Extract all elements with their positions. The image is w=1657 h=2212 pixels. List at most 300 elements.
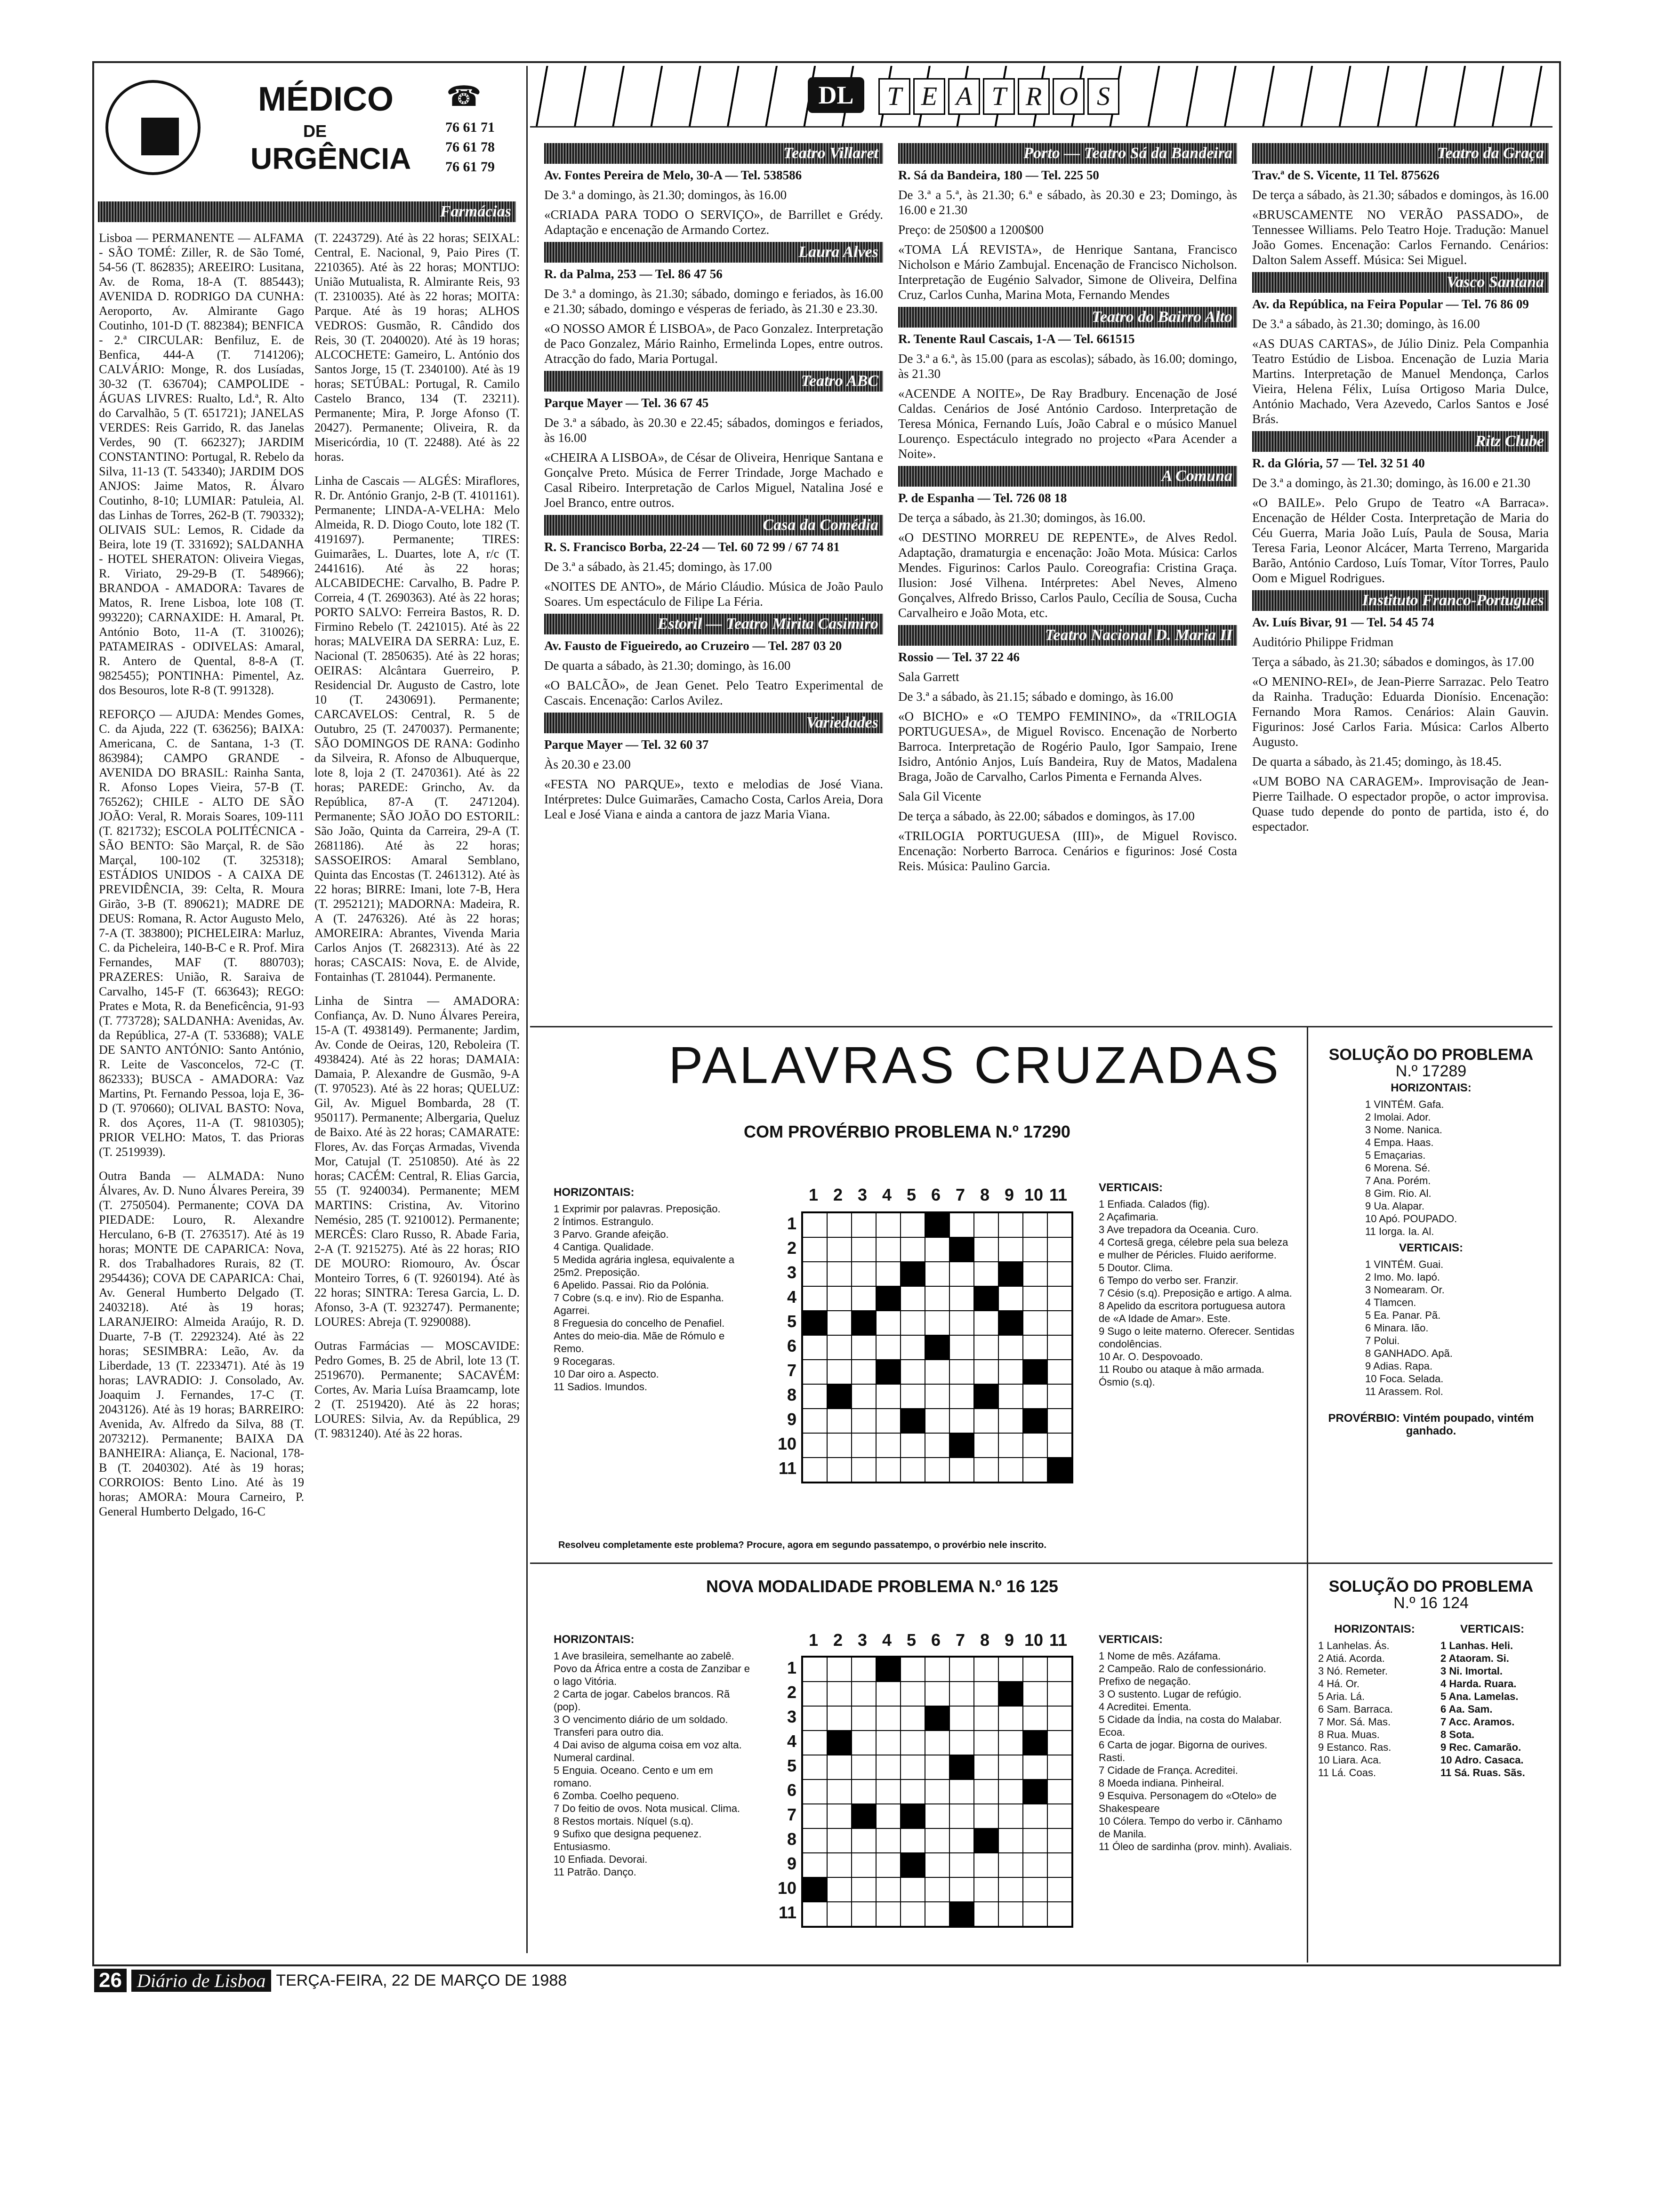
clue: 4 Cortesã grega, célebre pela sua beleza e mulher de Péricles. Fluido aeriforme. — [1099, 1236, 1288, 1261]
grid-cell[interactable] — [949, 1286, 974, 1311]
clue: 2 Açafimaria. — [1099, 1211, 1159, 1223]
grid-cell[interactable] — [852, 1877, 876, 1902]
grid-cell[interactable] — [901, 1286, 925, 1311]
grid-cell[interactable] — [998, 1731, 1023, 1755]
grid-cell[interactable] — [852, 1853, 876, 1877]
grid-cell[interactable] — [1023, 1779, 1047, 1804]
grid-cell[interactable] — [925, 1237, 949, 1262]
grid-cell[interactable] — [1047, 1877, 1072, 1902]
grid-cell[interactable] — [876, 1262, 901, 1286]
grid-cell[interactable] — [974, 1731, 998, 1755]
grid-cell[interactable] — [852, 1433, 876, 1458]
grid-cell[interactable] — [998, 1804, 1023, 1828]
grid-cell[interactable] — [803, 1779, 827, 1804]
grid-cell[interactable] — [876, 1828, 901, 1853]
grid-cell[interactable] — [803, 1384, 827, 1409]
grid-cell[interactable] — [876, 1731, 901, 1755]
theatre-line: «TOMA LÁ REVISTA», de Henrique Santana, Francisco Nicholson e Mário Zambujal. Encenação de Francisco Nicholson. Interpretação de Eugénio Salvador, Simone de Oliveira, Delfina Cruz, Carlos Cunha, Marina Mota, Fernando Mendes — [898, 242, 1237, 302]
grid-cell[interactable] — [925, 1877, 949, 1902]
grid-cell[interactable] — [901, 1682, 925, 1706]
grid-cell[interactable] — [852, 1779, 876, 1804]
grid-cell[interactable] — [1047, 1657, 1072, 1682]
grid-cell[interactable] — [925, 1779, 949, 1804]
clue: 6 Carta de jogar. Bigorna de ourives. Rasti. — [1099, 1739, 1268, 1763]
grid-cell[interactable] — [1047, 1682, 1072, 1706]
clue: 5 Enguia. Oceano. Cento e um em romano. — [554, 1764, 713, 1789]
grid-cell[interactable] — [949, 1311, 974, 1335]
grid-cell[interactable] — [876, 1682, 901, 1706]
grid-cell[interactable] — [1023, 1828, 1047, 1853]
grid-cell[interactable] — [1047, 1804, 1072, 1828]
p2-col-numbers — [801, 1630, 1070, 1650]
grid-cell[interactable] — [998, 1335, 1023, 1360]
grid-cell[interactable] — [803, 1657, 827, 1682]
theatre-line: De terça a sábado, às 22.00; sábados e domingos, às 17.00 — [898, 809, 1195, 823]
grid-cell[interactable] — [1023, 1213, 1047, 1237]
grid-cell[interactable] — [803, 1335, 827, 1360]
grid-cell[interactable] — [1047, 1335, 1072, 1360]
grid-cell[interactable] — [852, 1731, 876, 1755]
grid-cell[interactable] — [803, 1262, 827, 1286]
grid-cell[interactable] — [901, 1657, 925, 1682]
grid-cell[interactable] — [901, 1433, 925, 1458]
clue: 9 Rec. Camarão. — [1440, 1741, 1521, 1753]
grid-cell[interactable] — [925, 1682, 949, 1706]
grid-cell[interactable] — [852, 1360, 876, 1384]
grid-cell[interactable] — [827, 1853, 852, 1877]
grid-cell[interactable] — [949, 1360, 974, 1384]
grid-cell[interactable] — [1047, 1433, 1072, 1458]
grid-cell[interactable] — [998, 1311, 1023, 1335]
clue: 11 Lá. Coas. — [1318, 1767, 1376, 1779]
theatre-line: Preço: de 250$00 a 1200$00 — [898, 223, 1044, 237]
clue: 11 Sá. Ruas. Sãs. — [1440, 1767, 1525, 1779]
grid-cell[interactable] — [1023, 1311, 1047, 1335]
grid-cell[interactable] — [876, 1853, 901, 1877]
grid-cell[interactable] — [876, 1237, 901, 1262]
farmacias-bar: Farmácias — [98, 201, 516, 222]
grid-cell[interactable] — [949, 1779, 974, 1804]
grid-cell[interactable] — [901, 1237, 925, 1262]
grid-cell[interactable] — [925, 1902, 949, 1926]
grid-row-number: 4 — [787, 1287, 796, 1306]
grid-cell[interactable] — [998, 1657, 1023, 1682]
theatre-line: R. Tenente Raul Cascais, 1-A — Tel. 661515 — [898, 332, 1135, 346]
grid-cell[interactable] — [949, 1853, 974, 1877]
p2-horizontais: HORIZONTAIS: 1 Ave brasileira, semelhante ao zabelê. Povo da África entre a costa de Zanzibar e o lago Vitória. 2 Carta de jogar. Cabelos brancos. Rã (pop). 3 O vencimento diário de um soldado. Transferi para outro dia. 4 Dai aviso de alguma coisa em voz alta. Numeral cardinal. 5 Enguia. Oceano. Cento e um em romano. 6 Zomba. Coelho pequeno. 7 Do feitio de ovos. Nota musical. Clima. 8 Restos mortais. Níquel (s.q). 9 Sufixo que designa pequenez. Entusiasmo. 10 Enfiada. Devorai. 11 Patrão. Danço. — [554, 1633, 751, 1878]
grid-col-number: 7 — [955, 1185, 965, 1204]
grid-cell[interactable] — [998, 1458, 1023, 1482]
grid-cell[interactable] — [1023, 1384, 1047, 1409]
grid-cell[interactable] — [901, 1262, 925, 1286]
grid-cell[interactable] — [852, 1755, 876, 1779]
grid-cell[interactable] — [1047, 1706, 1072, 1731]
clue: 4 Tlamcen. — [1365, 1297, 1416, 1308]
grid-cell[interactable] — [974, 1384, 998, 1409]
grid-cell[interactable] — [1047, 1409, 1072, 1433]
grid-cell[interactable] — [1047, 1311, 1072, 1335]
grid-cell[interactable] — [852, 1409, 876, 1433]
grid-cell[interactable] — [974, 1877, 998, 1902]
grid-cell[interactable] — [827, 1213, 852, 1237]
grid-cell[interactable] — [1047, 1360, 1072, 1384]
grid-cell[interactable] — [949, 1409, 974, 1433]
grid-cell[interactable] — [876, 1804, 901, 1828]
grid-col-number: 10 — [1024, 1630, 1044, 1650]
clue: 2 Atiá. Acorda. — [1318, 1652, 1385, 1664]
grid-cell[interactable] — [998, 1902, 1023, 1926]
grid-cell[interactable] — [949, 1262, 974, 1286]
grid-cell[interactable] — [949, 1657, 974, 1682]
grid-cell[interactable] — [925, 1433, 949, 1458]
grid-cell[interactable] — [1023, 1335, 1047, 1360]
clue: 3 O vencimento diário de um soldado. Transferi para outro dia. — [554, 1714, 728, 1738]
grid-cell[interactable] — [901, 1755, 925, 1779]
grid-cell[interactable] — [998, 1433, 1023, 1458]
grid-cell[interactable] — [827, 1902, 852, 1926]
grid-cell[interactable] — [803, 1213, 827, 1237]
theatre-name: Ritz Clube — [1252, 431, 1549, 452]
grid-cell[interactable] — [925, 1458, 949, 1482]
grid-cell[interactable] — [803, 1731, 827, 1755]
grid-cell[interactable] — [974, 1311, 998, 1335]
grid-cell[interactable] — [901, 1360, 925, 1384]
grid-cell[interactable] — [876, 1311, 901, 1335]
grid-cell[interactable] — [1023, 1755, 1047, 1779]
grid-cell[interactable] — [1047, 1458, 1072, 1482]
grid-cell[interactable] — [876, 1335, 901, 1360]
grid-cell[interactable] — [998, 1779, 1023, 1804]
grid-cell[interactable] — [998, 1262, 1023, 1286]
grid-cell[interactable] — [1047, 1237, 1072, 1262]
phone-icon: ☎ — [446, 81, 482, 112]
grid-cell[interactable] — [998, 1286, 1023, 1311]
grid-cell[interactable] — [876, 1360, 901, 1384]
clue: 5 Cidade da Índia, na costa do Malabar. Ecoa. — [1099, 1714, 1282, 1738]
grid-cell[interactable] — [949, 1237, 974, 1262]
theatre-line: P. de Espanha — Tel. 726 08 18 — [898, 491, 1067, 505]
grid-cell[interactable] — [925, 1262, 949, 1286]
grid-cell[interactable] — [827, 1731, 852, 1755]
grid-cell[interactable] — [876, 1384, 901, 1409]
grid-cell[interactable] — [803, 1360, 827, 1384]
theatre-line: «AS DUAS CARTAS», de Júlio Diniz. Pela Companhia Teatro Estúdio de Lisboa. Encenação de Luzia Maria Martins. Interpretação de Manuel Mendonça, Carlos Vieira, Helena Félix, Luísa Ortigoso Maria Dulce, António Machado, Vera Azevedo, Carlos Santos e José Brás. — [1252, 337, 1549, 426]
grid-cell[interactable] — [974, 1262, 998, 1286]
theatre-line: «O NOSSO AMOR É LISBOA», de Paco Gonzalez. Interpretação de Paco Gonzalez, Mário Rainho, Ermelinda Lopes, entre outros. Atracção do fado, Maria Portugal. — [544, 321, 883, 366]
grid-cell[interactable] — [852, 1311, 876, 1335]
grid-cell[interactable] — [827, 1755, 852, 1779]
grid-cell[interactable] — [827, 1458, 852, 1482]
grid-cell[interactable] — [949, 1828, 974, 1853]
grid-cell[interactable] — [1023, 1731, 1047, 1755]
crossword-grid-1[interactable] — [801, 1211, 1073, 1483]
clue: 3 Ni. Imortal. — [1440, 1665, 1503, 1677]
grid-cell[interactable] — [852, 1286, 876, 1311]
grid-cell[interactable] — [901, 1213, 925, 1237]
grid-cell[interactable] — [974, 1755, 998, 1779]
grid-cell[interactable] — [974, 1779, 998, 1804]
grid-cell[interactable] — [1023, 1458, 1047, 1482]
grid-cell[interactable] — [827, 1877, 852, 1902]
grid-cell[interactable] — [1023, 1433, 1047, 1458]
grid-cell[interactable] — [901, 1335, 925, 1360]
clue: 6 Tempo do verbo ser. Franzir. — [1099, 1274, 1239, 1286]
grid-cell[interactable] — [949, 1384, 974, 1409]
grid-cell[interactable] — [827, 1706, 852, 1731]
grid-cell[interactable] — [827, 1262, 852, 1286]
grid-cell[interactable] — [803, 1706, 827, 1731]
grid-row-number: 5 — [787, 1312, 796, 1331]
grid-cell[interactable] — [925, 1286, 949, 1311]
grid-cell[interactable] — [1047, 1902, 1072, 1926]
grid-col-number: 1 — [808, 1630, 819, 1650]
p1-verticais: VERTICAIS: 1 Enfiada. Calados (fig). 2 Açafimaria. 3 Ave trepadora da Oceania. Curo. 4 Cortesã grega, célebre pela sua beleza e mulher de Péricles. Fluido aeriforme. 5 Doutor. Clima. 6 Tempo do verbo ser. Franzir. 7 Césio (s.q). Preposição e artigo. A alma. 8 Apelido da escritora portuguesa autora de «A Idade de Amar». Este. 9 Sugo o leite materno. Oferecer. Sentidas condolências. 10 Ar. O. Despovoado. 11 Roubo ou ataque à mão armada. Ósmio (s.q). — [1099, 1181, 1296, 1388]
grid-cell[interactable] — [998, 1706, 1023, 1731]
grid-cell[interactable] — [998, 1682, 1023, 1706]
grid-cell[interactable] — [998, 1828, 1023, 1853]
grid-cell[interactable] — [876, 1409, 901, 1433]
grid-cell[interactable] — [803, 1902, 827, 1926]
grid-cell[interactable] — [1023, 1262, 1047, 1286]
grid-cell[interactable] — [1023, 1804, 1047, 1828]
grid-cell[interactable] — [901, 1828, 925, 1853]
grid-cell[interactable] — [974, 1804, 998, 1828]
grid-cell[interactable] — [803, 1311, 827, 1335]
grid-row-number: 2 — [787, 1238, 796, 1258]
grid-cell[interactable] — [1023, 1286, 1047, 1311]
grid-cell[interactable] — [852, 1828, 876, 1853]
grid-cell[interactable] — [803, 1877, 827, 1902]
grid-cell[interactable] — [1047, 1286, 1072, 1311]
grid-cell[interactable] — [998, 1360, 1023, 1384]
grid-cell[interactable] — [998, 1384, 1023, 1409]
grid-cell[interactable] — [852, 1706, 876, 1731]
grid-cell[interactable] — [925, 1335, 949, 1360]
grid-cell[interactable] — [925, 1657, 949, 1682]
clue: 4 Dai aviso de alguma coisa em voz alta. Numeral cardinal. — [554, 1739, 742, 1763]
grid-cell[interactable] — [803, 1458, 827, 1482]
teatros-title: T E A T R O S — [878, 78, 1119, 115]
theatre-line: «BRUSCAMENTE NO VERÃO PASSADO», de Tennessee Williams. Pelo Teatro Hoje. Tradução: Manuel João Gomes. Encenação: Carlos Fernando. Cenários: Dalton Salem Asseff. Música: Sei Miguel. — [1252, 208, 1549, 267]
grid-cell[interactable] — [827, 1804, 852, 1828]
grid-cell[interactable] — [827, 1311, 852, 1335]
grid-cell[interactable] — [1047, 1384, 1072, 1409]
grid-cell[interactable] — [876, 1458, 901, 1482]
grid-cell[interactable] — [1023, 1853, 1047, 1877]
grid-cell[interactable] — [974, 1237, 998, 1262]
clue: 8 Apelido da escritora portuguesa autora de «A Idade de Amar». Este. — [1099, 1300, 1286, 1324]
grid-cell[interactable] — [901, 1877, 925, 1902]
clue: 10 Dar oiro a. Aspecto. — [554, 1368, 659, 1380]
grid-row-number: 7 — [787, 1805, 796, 1824]
grid-cell[interactable] — [901, 1311, 925, 1335]
grid-cell[interactable] — [901, 1804, 925, 1828]
grid-cell[interactable] — [901, 1902, 925, 1926]
grid-cell[interactable] — [1023, 1902, 1047, 1926]
grid-cell[interactable] — [876, 1657, 901, 1682]
grid-cell[interactable] — [852, 1682, 876, 1706]
grid-cell[interactable] — [827, 1335, 852, 1360]
grid-cell[interactable] — [974, 1458, 998, 1482]
grid-cell[interactable] — [998, 1853, 1023, 1877]
clue: 6 Aa. Sam. — [1440, 1703, 1493, 1715]
grid-cell[interactable] — [803, 1755, 827, 1779]
grid-cell[interactable] — [827, 1409, 852, 1433]
grid-cell[interactable] — [827, 1682, 852, 1706]
grid-cell[interactable] — [949, 1804, 974, 1828]
grid-cell[interactable] — [1047, 1731, 1072, 1755]
grid-cell[interactable] — [949, 1682, 974, 1706]
grid-cell[interactable] — [901, 1779, 925, 1804]
grid-cell[interactable] — [974, 1335, 998, 1360]
grid-cell[interactable] — [876, 1902, 901, 1926]
grid-cell[interactable] — [852, 1335, 876, 1360]
grid-cell[interactable] — [949, 1433, 974, 1458]
clue: 1 Enfiada. Calados (fig). — [1099, 1198, 1210, 1210]
clue: 8 Restos mortais. Níquel (s.q). — [554, 1815, 694, 1827]
grid-cell[interactable] — [998, 1409, 1023, 1433]
grid-cell[interactable] — [852, 1458, 876, 1482]
grid-cell[interactable] — [949, 1902, 974, 1926]
grid-cell[interactable] — [925, 1731, 949, 1755]
grid-cell[interactable] — [803, 1409, 827, 1433]
theatre-line: R. Sá da Bandeira, 180 — Tel. 225 50 — [898, 168, 1099, 182]
grid-cell[interactable] — [1023, 1657, 1047, 1682]
grid-cell[interactable] — [827, 1433, 852, 1458]
grid-cell[interactable] — [925, 1311, 949, 1335]
grid-cell[interactable] — [1023, 1706, 1047, 1731]
grid-cell[interactable] — [852, 1384, 876, 1409]
grid-cell[interactable] — [827, 1237, 852, 1262]
grid-cell[interactable] — [998, 1213, 1023, 1237]
grid-cell[interactable] — [901, 1731, 925, 1755]
grid-cell[interactable] — [974, 1409, 998, 1433]
grid-cell[interactable] — [1047, 1755, 1072, 1779]
grid-cell[interactable] — [827, 1286, 852, 1311]
grid-cell[interactable] — [803, 1853, 827, 1877]
clue: 7 Mor. Sá. Mas. — [1318, 1716, 1391, 1728]
grid-cell[interactable] — [974, 1657, 998, 1682]
grid-cell[interactable] — [876, 1755, 901, 1779]
grid-col-number: 2 — [833, 1185, 843, 1204]
grid-cell[interactable] — [827, 1828, 852, 1853]
grid-cell[interactable] — [998, 1755, 1023, 1779]
grid-cell[interactable] — [998, 1877, 1023, 1902]
grid-cell[interactable] — [876, 1433, 901, 1458]
grid-cell[interactable] — [901, 1853, 925, 1877]
grid-cell[interactable] — [925, 1755, 949, 1779]
grid-cell[interactable] — [1047, 1213, 1072, 1237]
grid-cell[interactable] — [803, 1828, 827, 1853]
grid-cell[interactable] — [949, 1458, 974, 1482]
grid-cell[interactable] — [852, 1804, 876, 1828]
grid-cell[interactable] — [827, 1360, 852, 1384]
grid-row-number: 2 — [787, 1683, 796, 1702]
grid-cell[interactable] — [974, 1213, 998, 1237]
grid-cell[interactable] — [852, 1213, 876, 1237]
grid-cell[interactable] — [901, 1409, 925, 1433]
grid-cell[interactable] — [949, 1335, 974, 1360]
grid-cell[interactable] — [852, 1262, 876, 1286]
grid-cell[interactable] — [974, 1706, 998, 1731]
grid-cell[interactable] — [876, 1213, 901, 1237]
grid-cell[interactable] — [876, 1706, 901, 1731]
grid-cell[interactable] — [852, 1902, 876, 1926]
grid-cell[interactable] — [974, 1682, 998, 1706]
grid-cell[interactable] — [803, 1433, 827, 1458]
grid-cell[interactable] — [974, 1286, 998, 1311]
grid-cell[interactable] — [876, 1877, 901, 1902]
grid-cell[interactable] — [925, 1853, 949, 1877]
grid-cell[interactable] — [1047, 1853, 1072, 1877]
grid-cell[interactable] — [925, 1804, 949, 1828]
grid-cell[interactable] — [852, 1657, 876, 1682]
theatre-name: Teatro Nacional D. Maria II — [898, 625, 1237, 646]
grid-cell[interactable] — [949, 1755, 974, 1779]
grid-cell[interactable] — [1023, 1237, 1047, 1262]
grid-cell[interactable] — [925, 1409, 949, 1433]
clue: 4 Há. Or. — [1318, 1678, 1360, 1690]
grid-cell[interactable] — [925, 1360, 949, 1384]
grid-cell[interactable] — [949, 1213, 974, 1237]
grid-cell[interactable] — [827, 1384, 852, 1409]
grid-cell[interactable] — [925, 1213, 949, 1237]
grid-cell[interactable] — [1047, 1262, 1072, 1286]
grid-col-number: 4 — [882, 1185, 892, 1204]
grid-cell[interactable] — [974, 1433, 998, 1458]
grid-cell[interactable] — [876, 1779, 901, 1804]
grid-cell[interactable] — [803, 1286, 827, 1311]
grid-cell[interactable] — [852, 1237, 876, 1262]
grid-cell[interactable] — [803, 1682, 827, 1706]
grid-cell[interactable] — [901, 1458, 925, 1482]
clue: 9 Sugo o leite materno. Oferecer. Sentidas condolências. — [1099, 1325, 1295, 1350]
grid-cell[interactable] — [827, 1779, 852, 1804]
grid-cell[interactable] — [925, 1384, 949, 1409]
theatre-name: Vasco Santana — [1252, 272, 1549, 293]
grid-row-number: 9 — [787, 1854, 796, 1873]
crossword-grid-2[interactable] — [801, 1656, 1073, 1928]
grid-cell[interactable] — [803, 1237, 827, 1262]
grid-row-number: 11 — [778, 1903, 796, 1922]
clue: 7 Acc. Aramos. — [1440, 1716, 1515, 1728]
grid-cell[interactable] — [949, 1731, 974, 1755]
grid-cell[interactable] — [1047, 1828, 1072, 1853]
grid-cell[interactable] — [827, 1657, 852, 1682]
grid-cell[interactable] — [974, 1902, 998, 1926]
grid-cell[interactable] — [803, 1804, 827, 1828]
grid-cell[interactable] — [998, 1237, 1023, 1262]
grid-cell[interactable] — [925, 1706, 949, 1731]
grid-cell[interactable] — [876, 1286, 901, 1311]
grid-cell[interactable] — [901, 1706, 925, 1731]
grid-cell[interactable] — [974, 1360, 998, 1384]
grid-cell[interactable] — [1023, 1877, 1047, 1902]
grid-cell[interactable] — [925, 1828, 949, 1853]
grid-cell[interactable] — [1047, 1779, 1072, 1804]
clue: 2 Carta de jogar. Cabelos brancos. Rã (pop). — [554, 1688, 730, 1713]
grid-cell[interactable] — [974, 1828, 998, 1853]
clue: 8 Gim. Rio. Al. — [1365, 1187, 1432, 1199]
grid-row-number: 3 — [787, 1707, 796, 1726]
grid-cell[interactable] — [974, 1853, 998, 1877]
grid-cell[interactable] — [901, 1384, 925, 1409]
grid-cell[interactable] — [1023, 1682, 1047, 1706]
grid-cell[interactable] — [949, 1706, 974, 1731]
grid-cell[interactable] — [1023, 1409, 1047, 1433]
grid-cell[interactable] — [1023, 1360, 1047, 1384]
grid-cell[interactable] — [949, 1877, 974, 1902]
